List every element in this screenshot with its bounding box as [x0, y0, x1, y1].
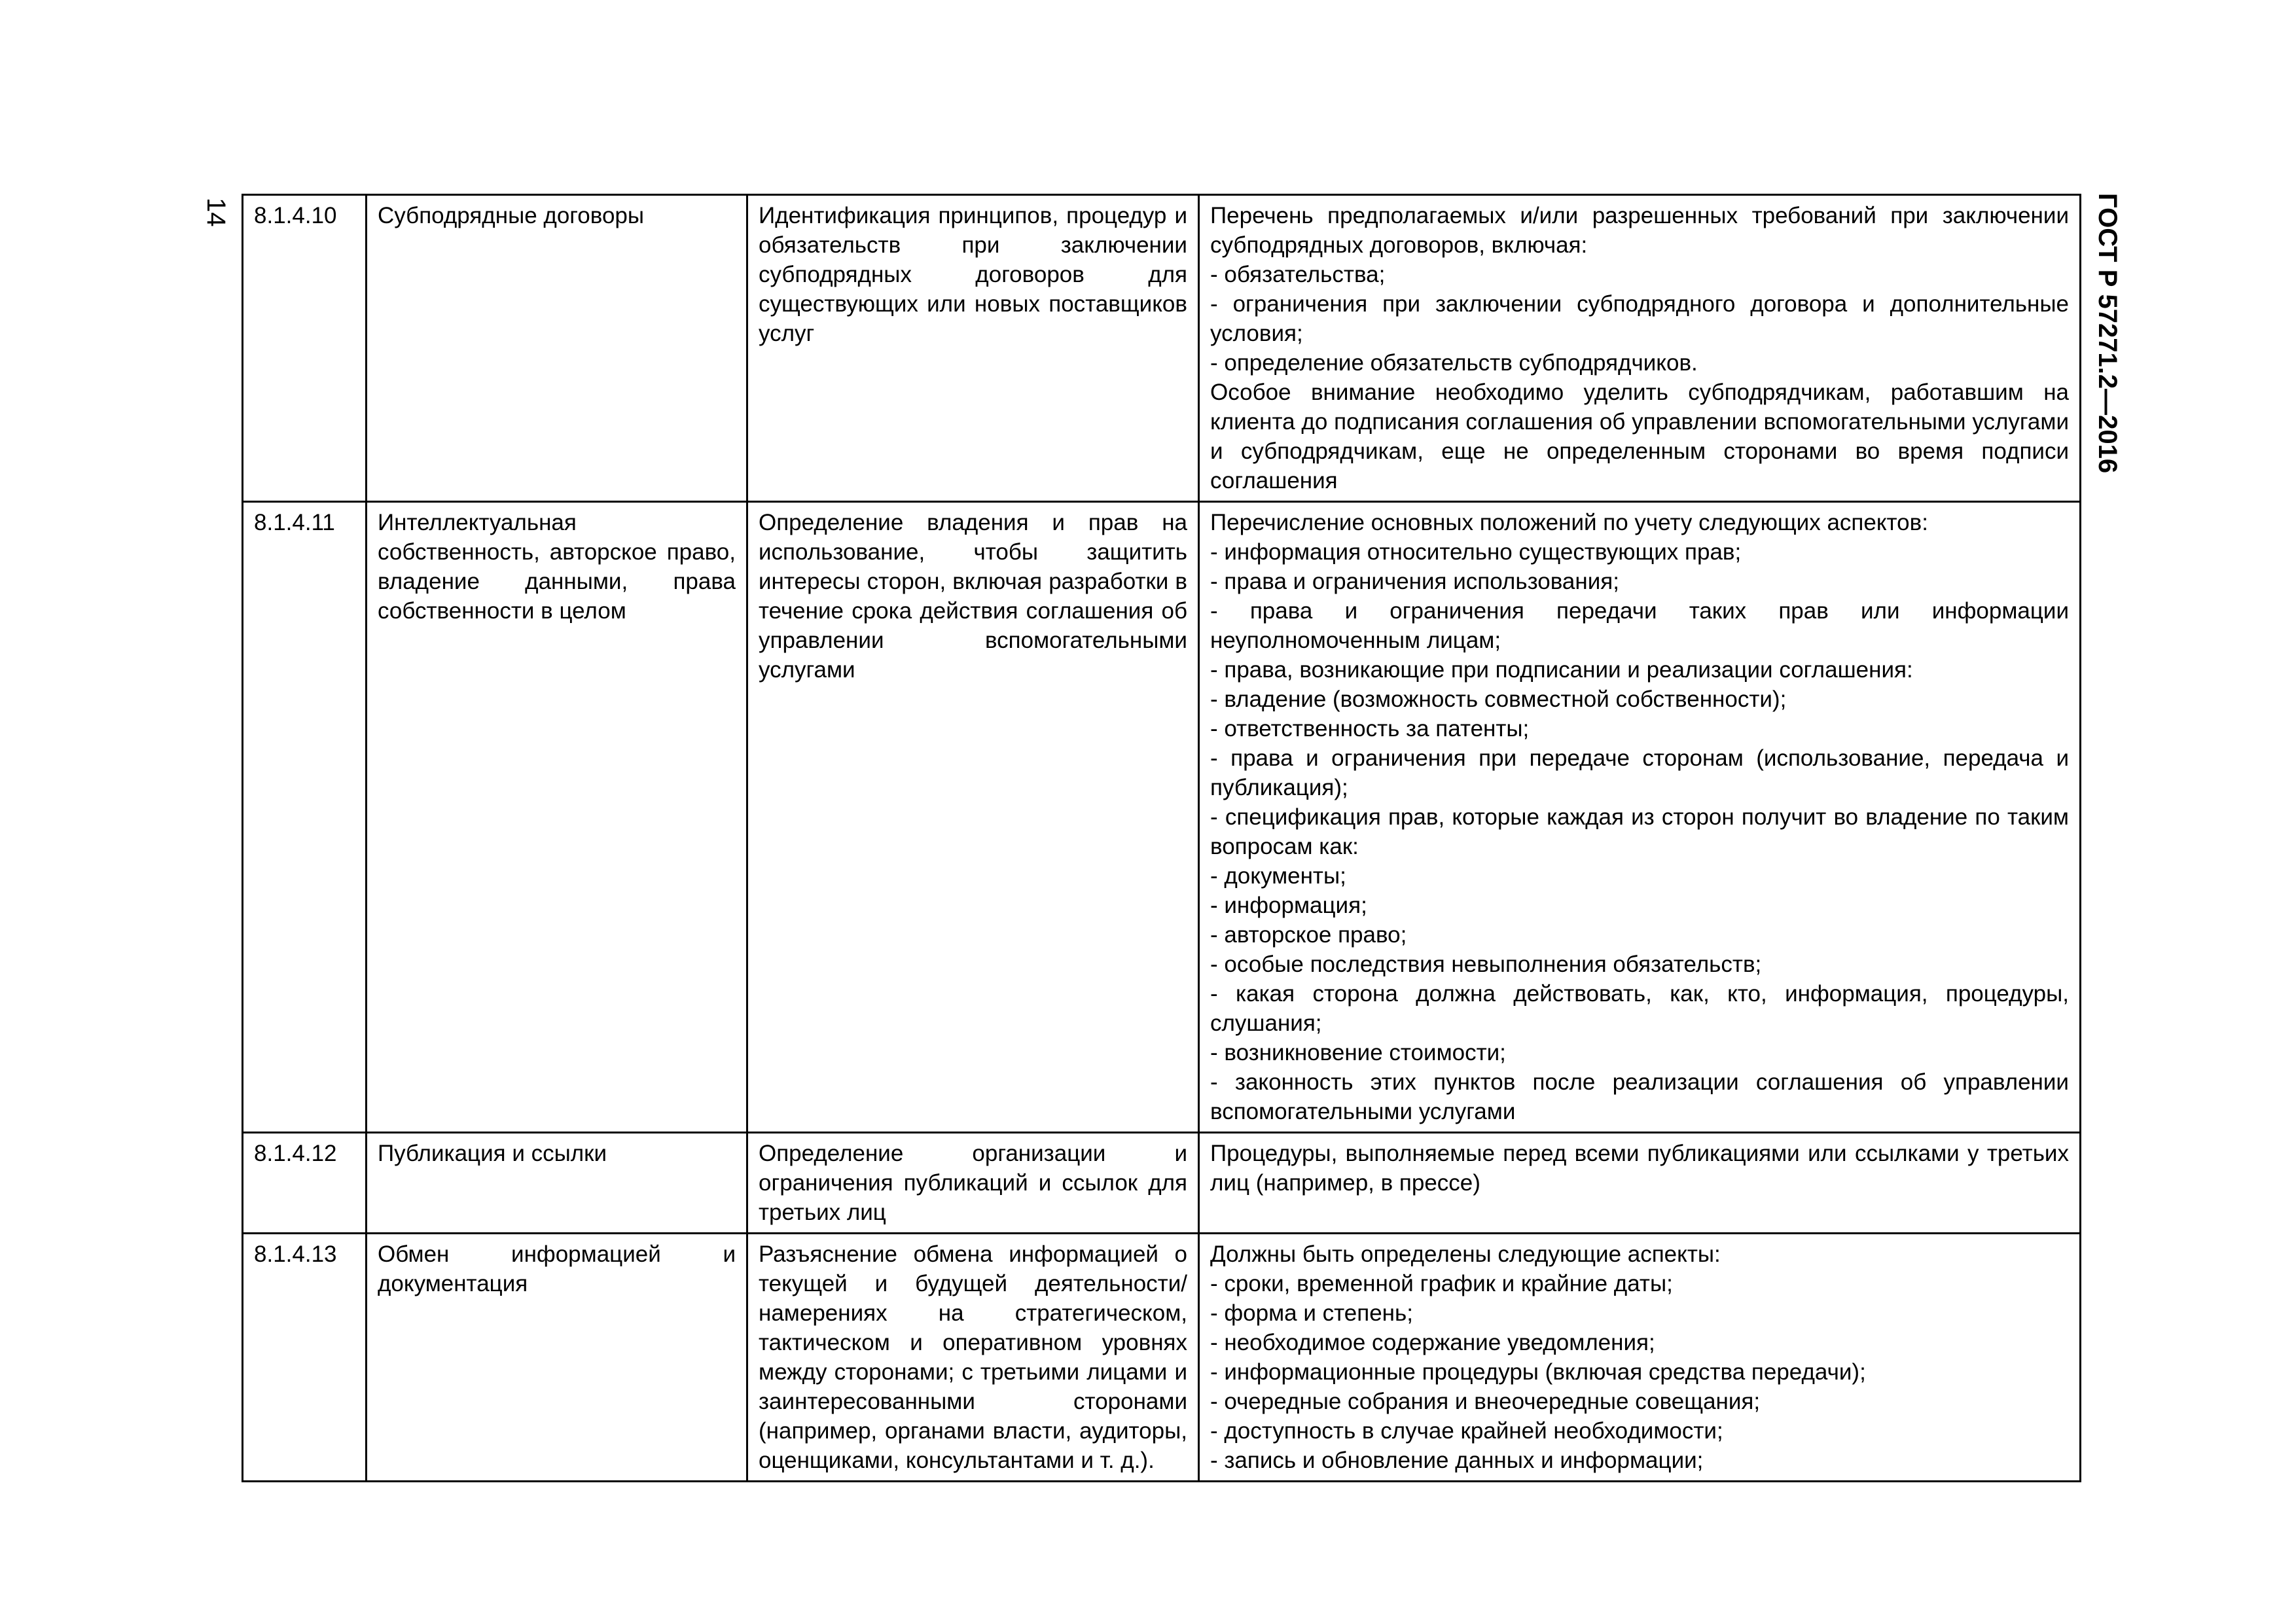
detail-line: Особое внимание необходимо уделить субподрядчикам, работавшим на клиента до подписания соглашения об управлении вспомогательными услугами и субподрядчикам, еще не определенным сторонами во время подписи соглашения [1210, 380, 2069, 493]
table-row [243, 502, 2081, 1133]
detail-line: - информация относительно существующих прав; [1210, 539, 1742, 565]
detail-line: - информационные процедуры (включая средства передачи); [1210, 1359, 1866, 1385]
detail-line: - владение (возможность совместной собственности); [1210, 687, 1787, 712]
table-row [243, 1234, 2081, 1482]
detail-line: - права и ограничения использования; [1210, 569, 1619, 594]
detail-line: - определение обязательств субподрядчиков. [1210, 350, 1698, 376]
clause-title: Интеллектуальная собственность, авторское право, владение данными, права собственности в целом [367, 502, 747, 1133]
clause-details [1199, 1133, 2081, 1234]
detail-line: - запись и обновление данных и информации; [1210, 1448, 1704, 1473]
clause-details [1199, 502, 2081, 1133]
detail-line: - особые последствия невыполнения обязательств; [1210, 952, 1762, 977]
detail-line: - авторское право; [1210, 922, 1407, 948]
clause-description: Определение владения и прав на использование, чтобы защитить интересы сторон, включая разработки в течение срока действия соглашения об управлении вспомогательными услугами [747, 502, 1199, 1133]
clause-details [1199, 195, 2081, 502]
detail-line: - права и ограничения передачи таких прав или информации неуполномоченным лицам; [1210, 598, 2069, 653]
detail-line: - права и ограничения при передаче сторонам (использование, передача и публикация); [1210, 745, 2069, 800]
detail-line: - ответственность за патенты; [1210, 716, 1530, 741]
clause-number: 8.1.4.10 [243, 195, 367, 502]
clause-description: Идентификация принципов, процедур и обязательств при заключении субподрядных договоров для существующих или новых поставщиков услуг [747, 195, 1199, 502]
detail-line: - форма и степень; [1210, 1300, 1413, 1326]
table-row [243, 195, 2081, 502]
clause-title: Обмен информацией и документация [367, 1234, 747, 1482]
clause-number: 8.1.4.11 [243, 502, 367, 1133]
detail-line: - документы; [1210, 863, 1346, 889]
detail-line: - спецификация прав, которые каждая из сторон получит во владение по таким вопросам как: [1210, 804, 2069, 859]
detail-line: - возникновение стоимости; [1210, 1040, 1506, 1065]
detail-line: - информация; [1210, 893, 1367, 918]
clause-description: Определение организации и ограничения публикаций и ссылок для третьих лиц [747, 1133, 1199, 1234]
detail-line: - какая сторона должна действовать, как, кто, информация, процедуры, слушания; [1210, 981, 2069, 1036]
detail-line: Должны быть определены следующие аспекты: [1210, 1241, 1721, 1267]
detail-line: - права, возникающие при подписании и реализации соглашения: [1210, 657, 1913, 683]
detail-line: Перечень предполагаемых и/или разрешенных требований при заключении субподрядных договоров, включая: [1210, 203, 2069, 258]
clause-details [1199, 1234, 2081, 1482]
detail-line: - необходимое содержание уведомления; [1210, 1330, 1655, 1355]
detail-line: - обязательства; [1210, 262, 1386, 287]
clause-description: Разъяснение обмена информацией о текущей и будущей деятельности/намерениях на стратегическом, тактическом и оперативном уровнях между сторонами; с третьими лицами и заинтересованными сторонами (например, органами власти, аудиторы, оценщиками, консультантами и т. д.). [747, 1234, 1199, 1482]
page-number: 14 [202, 198, 230, 227]
clause-title: Публикация и ссылки [367, 1133, 747, 1234]
detail-line: - ограничения при заключении субподрядного договора и дополнительные условия; [1210, 291, 2069, 346]
detail-line: Перечисление основных положений по учету следующих аспектов: [1210, 510, 1928, 535]
requirements-table [242, 194, 2081, 1482]
clause-number: 8.1.4.12 [243, 1133, 367, 1234]
detail-line: Процедуры, выполняемые перед всеми публикациями или ссылками у третьих лиц (например, в прессе) [1210, 1141, 2069, 1196]
detail-line: - сроки, временной график и крайние даты; [1210, 1271, 1673, 1296]
clause-number: 8.1.4.13 [243, 1234, 367, 1482]
detail-line: - законность этих пунктов после реализации соглашения об управлении вспомогательными услугами [1210, 1069, 2069, 1124]
clause-title: Субподрядные договоры [367, 195, 747, 502]
document-code: ГОСТ Р 57271.2—2016 [2093, 193, 2122, 474]
detail-line: - очередные собрания и внеочередные совещания; [1210, 1389, 1761, 1414]
detail-line: - доступность в случае крайней необходимости; [1210, 1418, 1723, 1444]
table-row [243, 1133, 2081, 1234]
